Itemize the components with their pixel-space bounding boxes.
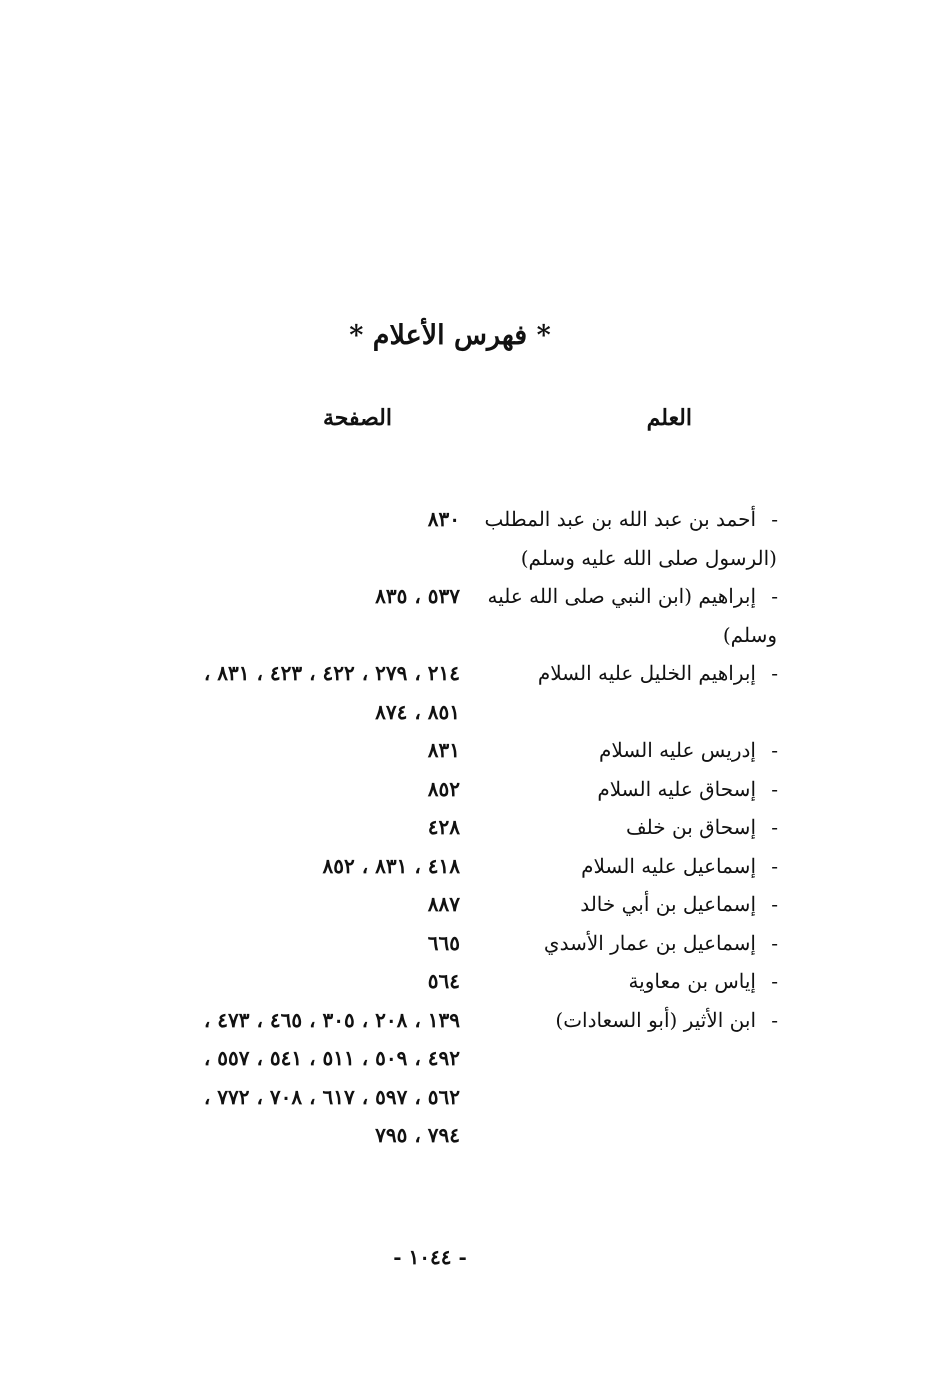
entry-pages: ٥٣٧ ، ٨٣٥ xyxy=(375,584,460,608)
entry-dash: - xyxy=(771,661,778,685)
entry-pages: ٨٣٠ xyxy=(427,507,460,531)
entry-dash: - xyxy=(771,969,778,993)
entry-pages: ٨٣١ xyxy=(427,738,460,762)
entry-dash: - xyxy=(771,930,778,955)
entry-name: إبراهيم الخليل عليه السلام xyxy=(537,661,756,685)
entry-pages: ١٣٩ ، ٢٠٨ ، ٣٠٥ ، ٤٦٥ ، ٤٧٣ ، xyxy=(203,1007,460,1032)
entry-name-continuation: وسلم) xyxy=(722,622,777,647)
entry-pages: ٥٦٤ xyxy=(427,969,460,993)
entry-dash: - xyxy=(771,584,778,608)
index-row xyxy=(0,1039,932,1078)
entry-name: إدريس عليه السلام xyxy=(598,738,756,762)
entry-dash: - xyxy=(771,892,778,916)
index-row xyxy=(0,1116,932,1155)
index-row xyxy=(0,500,932,539)
entry-pages-continuation: ٥٦٢ ، ٥٩٧ ، ٦١٧ ، ٧٠٨ ، ٧٧٢ ، xyxy=(203,1084,460,1109)
index-row xyxy=(0,577,932,616)
entry-name: إسحاق بن خلف xyxy=(625,815,756,839)
entry-name-continuation: (الرسول صلى الله عليه وسلم) xyxy=(520,545,777,570)
index-row xyxy=(0,924,932,963)
entry-pages: ٦٦٥ xyxy=(427,930,460,955)
entry-dash: - xyxy=(771,815,778,839)
entry-dash: - xyxy=(771,776,778,801)
entry-pages: ٢١٤ ، ٢٧٩ ، ٤٢٢ ، ٤٢٣ ، ٨٣١ ، xyxy=(203,661,460,685)
page-number: - ١٠٤٤ - xyxy=(393,1245,467,1269)
entry-dash: - xyxy=(771,853,778,878)
column-header-name: العلم xyxy=(646,405,692,431)
entry-pages: ٨٨٧ xyxy=(427,892,460,916)
index-row xyxy=(0,539,932,578)
column-header-page: الصفحة xyxy=(322,405,392,431)
entry-name: إبراهيم (ابن النبي صلى الله عليه xyxy=(487,584,756,608)
entry-pages-continuation: ٨٥١ ، ٨٧٤ xyxy=(375,699,460,724)
entry-dash: - xyxy=(771,507,778,531)
entry-name: إسماعيل بن عمار الأسدي xyxy=(543,930,756,955)
index-row xyxy=(0,847,932,886)
entry-dash: - xyxy=(771,738,778,762)
index-row xyxy=(0,654,932,693)
index-row xyxy=(0,962,932,1001)
entry-pages-continuation: ٧٩٤ ، ٧٩٥ xyxy=(375,1123,460,1147)
entry-name: إسماعيل بن أبي خالد xyxy=(580,892,756,916)
entry-pages: ٤١٨ ، ٨٣١ ، ٨٥٢ xyxy=(322,853,460,878)
entry-dash: - xyxy=(771,1007,778,1032)
index-entries xyxy=(0,500,932,1155)
index-row xyxy=(0,616,932,655)
index-row xyxy=(0,808,932,847)
index-row xyxy=(0,1001,932,1040)
index-row xyxy=(0,770,932,809)
entry-pages-continuation: ٤٩٢ ، ٥٠٩ ، ٥١١ ، ٥٤١ ، ٥٥٧ ، xyxy=(203,1046,460,1070)
entry-name: إياس بن معاوية xyxy=(628,969,756,993)
entry-name: إسحاق عليه السلام xyxy=(597,776,756,801)
index-row xyxy=(0,693,932,732)
index-row xyxy=(0,1078,932,1117)
entry-pages: ٨٥٢ xyxy=(427,776,460,801)
entry-name: ابن الأثير (أبو السعادات) xyxy=(555,1007,756,1032)
index-row xyxy=(0,731,932,770)
index-row xyxy=(0,885,932,924)
entry-name: أحمد بن عبد الله بن عبد المطلب xyxy=(484,507,756,531)
entry-name: إسماعيل عليه السلام xyxy=(581,853,756,878)
page-title: * فهرس الأعلام * xyxy=(349,320,551,351)
entry-pages: ٤٢٨ xyxy=(427,815,460,839)
